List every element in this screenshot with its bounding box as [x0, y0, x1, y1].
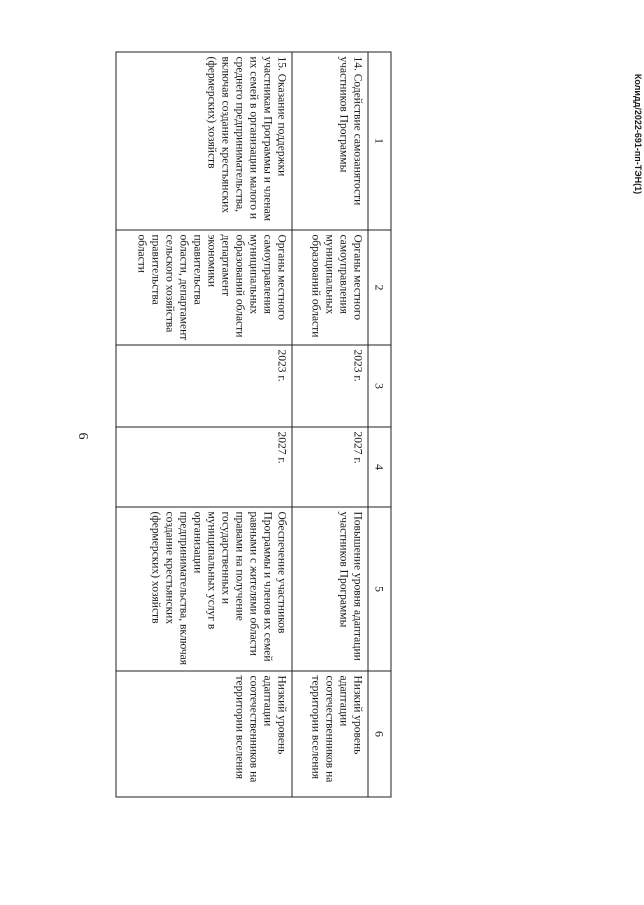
column-header-1: 1 — [368, 52, 391, 230]
end-year-cell: 2027 г. — [292, 427, 368, 507]
document-code: Колидд/2022-691-пп-ТЭН(1) — [633, 73, 643, 195]
expected-result-cell: Повышение уровня адаптации участников Программы — [292, 507, 368, 671]
start-year-cell: 2023 г. — [116, 345, 292, 427]
start-year-cell: 2023 г. — [292, 345, 368, 427]
page-number: 6 — [75, 432, 90, 440]
column-header-2: 2 — [368, 230, 391, 345]
column-header-5: 5 — [368, 507, 391, 671]
table-row — [116, 52, 292, 797]
table-row — [292, 52, 368, 797]
risk-cell: Низкий уровень адаптации соотечественников на территории вселения — [116, 671, 292, 797]
executor-cell: Органы местного самоуправления муниципальных образований области департамент экономики правительства области, департамент сельского хозяйства правительства области — [116, 230, 292, 345]
measures-table — [116, 52, 392, 798]
expected-result-cell: Обеспечение участников Программы и членов их семей равными с жителями области правами на получение государственных и муниципальных услуг в организации предпринимательства, включая создание крестьянских (фермерских) хозяйств — [116, 507, 292, 671]
end-year-cell: 2027 г. — [116, 427, 292, 507]
measure-name-cell: 14. Содействие самозанятости участников Программы — [292, 52, 368, 230]
measure-name-cell: 15. Оказание поддержки участникам Программы и членам их семей в организации малого и среднего предпринимательства, включая создание крестьянских (фермерских) хозяйств — [116, 52, 292, 230]
risk-cell: Низкий уровень адаптации соотечественников на территории вселения — [292, 671, 368, 797]
measures-table-container — [116, 52, 392, 797]
column-header-6: 6 — [368, 671, 391, 797]
executor-cell: Органы местного самоуправления муниципальных образований области — [292, 230, 368, 345]
column-header-4: 4 — [368, 427, 391, 507]
table-header-row — [368, 52, 391, 797]
column-header-3: 3 — [368, 345, 391, 427]
